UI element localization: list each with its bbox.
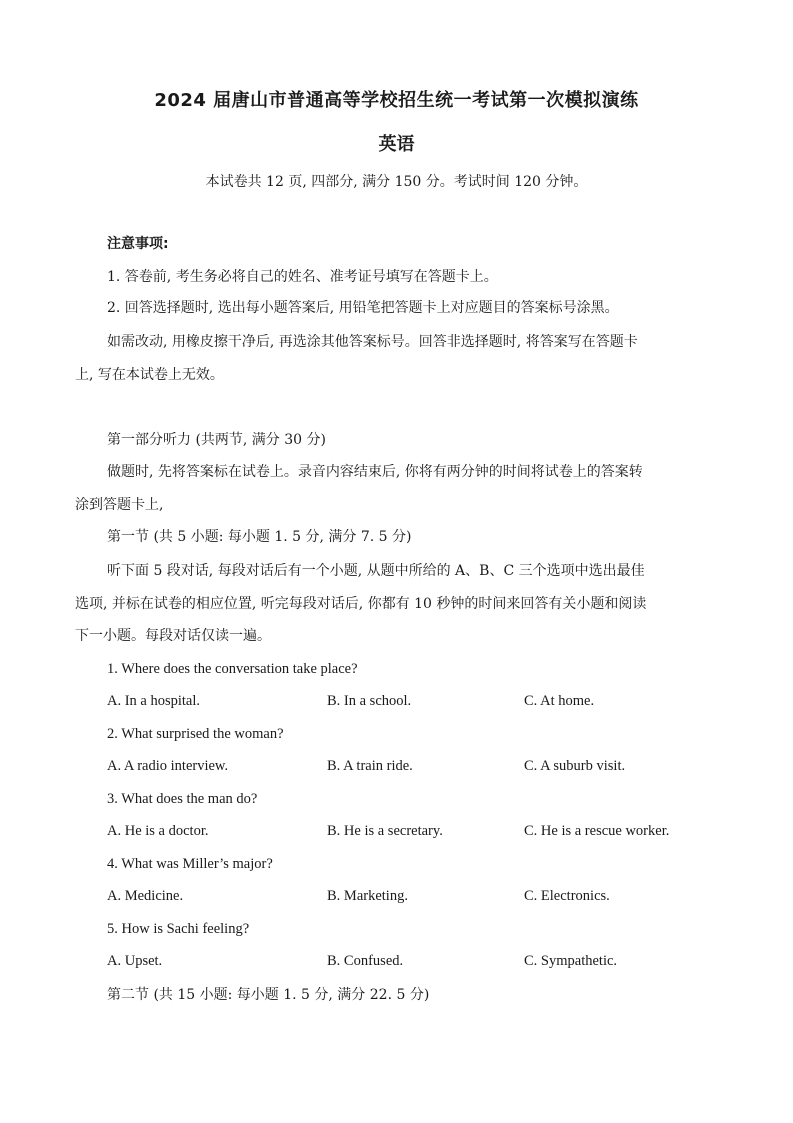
- question-1-stem: 1. Where does the conversation take place?: [107, 661, 358, 677]
- question-4-option-b: B. Marketing.: [327, 888, 408, 904]
- question-1-option-a: A. In a hospital.: [107, 693, 201, 709]
- subject-title: 英语: [378, 134, 415, 155]
- question-5-option-c: C. Sympathetic.: [524, 953, 618, 969]
- question-3-option-c: C. He is a rescue worker.: [524, 823, 670, 839]
- notice-item-3-line2: 上, 写在本试卷上无效。: [75, 367, 224, 383]
- question-2-stem: 2. What surprised the woman?: [107, 726, 284, 742]
- question-1-option-c: C. At home.: [524, 693, 595, 709]
- notice-item-3-line1: 如需改动, 用橡皮擦干净后, 再选涂其他答案标号。回答非选择题时, 将答案写在答题卡: [107, 334, 638, 350]
- question-5-option-a: A. Upset.: [107, 953, 163, 969]
- section2-heading: 第二节 (共 15 小题: 每小题 1. 5 分, 满分 22. 5 分): [107, 987, 430, 1003]
- question-5-option-b: B. Confused.: [327, 953, 404, 969]
- question-3-option-b: B. He is a secretary.: [327, 823, 443, 839]
- question-1-option-b: B. In a school.: [327, 693, 412, 709]
- question-2-option-c: C. A suburb visit.: [524, 758, 626, 774]
- exam-title: 2024 届唐山市普通高等学校招生统一考试第一次模拟演练: [154, 90, 639, 111]
- section1-instruction-line1: 听下面 5 段对话, 每段对话后有一个小题, 从题中所给的 A、B、C 三个选项中选出最佳: [107, 563, 645, 579]
- section1-instruction-line3: 下一小题。每段对话仅读一遍。: [75, 628, 271, 644]
- notice-heading: 注意事项:: [107, 236, 169, 252]
- part1-instruction-line2: 涂到答题卡上,: [75, 497, 164, 513]
- part1-instruction-line1: 做题时, 先将答案标在试卷上。录音内容结束后, 你将有两分钟的时间将试卷上的答案转: [107, 464, 643, 480]
- part1-heading: 第一部分听力 (共两节, 满分 30 分): [107, 432, 326, 448]
- exam-info: 本试卷共 12 页, 四部分, 满分 150 分。考试时间 120 分钟。: [205, 174, 588, 190]
- question-4-option-a: A. Medicine.: [107, 888, 184, 904]
- question-2-option-a: A. A radio interview.: [107, 758, 229, 774]
- question-2-option-b: B. A train ride.: [327, 758, 413, 774]
- question-4-stem: 4. What was Miller’s major?: [107, 856, 273, 872]
- question-3-option-a: A. He is a doctor.: [107, 823, 209, 839]
- question-5-stem: 5. How is Sachi feeling?: [107, 921, 250, 937]
- notice-item-2: 2. 回答选择题时, 选出每小题答案后, 用铅笔把答题卡上对应题目的答案标号涂黑。: [107, 300, 619, 316]
- question-4-option-c: C. Electronics.: [524, 888, 610, 904]
- notice-item-1: 1. 答卷前, 考生务必将自己的姓名、准考证号填写在答题卡上。: [107, 269, 498, 285]
- question-3-stem: 3. What does the man do?: [107, 791, 258, 807]
- section1-instruction-line2: 选项, 并标在试卷的相应位置, 听完每段对话后, 你都有 10 秒钟的时间来回答有关小题和阅读: [75, 596, 647, 612]
- section1-heading: 第一节 (共 5 小题: 每小题 1. 5 分, 满分 7. 5 分): [107, 529, 412, 545]
